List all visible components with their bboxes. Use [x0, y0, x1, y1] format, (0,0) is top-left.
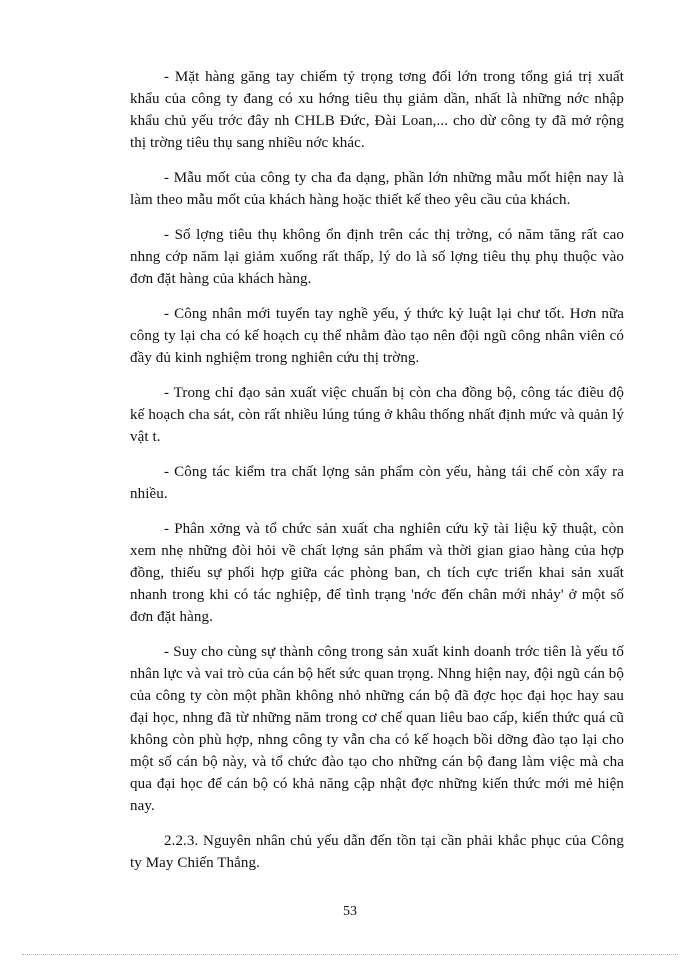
paragraph-quality-control: - Công tác kiểm tra chất lợng sản phẩm còn yếu, hàng tái chế còn xẩy ra nhiều.: [130, 464, 624, 502]
paragraph-product-styles: - Mẫu mốt của công ty cha đa dạng, phần lớn những mẫu mốt hiện nay là làm theo mẫu mốt của khách hàng hoặc thiết kế theo yêu cầu của khách.: [130, 170, 624, 208]
paragraph-sales-volume: - Số lợng tiêu thụ không ổn định trên các thị trờng, có năm tăng rất cao nhng cớp năm lại giảm xuống rất thấp, lý do là số lợng tiêu thụ phụ thuộc vào đơn đặt hàng của khách hàng.: [130, 227, 624, 287]
paragraph-new-workers: - Công nhân mới tuyển tay nghề yếu, ý thức kỷ luật lại chư tốt. Hơn nữa công ty lại cha có kế hoạch cụ thể nhằm đào tạo nên đội ngũ công nhân viên có đầy đủ kinh nghiệm trong nghiên cứu thị trờng.: [130, 306, 624, 366]
document-body: [130, 66, 624, 887]
paragraph-human-resources: - Suy cho cùng sự thành công trong sản xuất kinh doanh trớc tiên là yếu tố nhân lực và vai trò của cán bộ hết sức quan trọng. Nhng hiện nay, đội ngũ cán bộ của công ty còn một phần không nhỏ những cán bộ đã đợc học đại học hay sau đại học, nhng đã từ những năm trong cơ chế quan liêu bao cấp, kiến thức quá cũ không còn phù hợp, nhng công ty vẫn cha có kế hoạch bồi dỡng đào tạo lại cho một số cán bộ này, và tổ chức đào tạo cho những cán bộ đang làm việc mà cha qua đại học để cán bộ có khả năng cập nhật đợc những kiến thức mới mẻ hiện nay.: [130, 644, 624, 814]
paragraph-gloves-export: - Mặt hàng găng tay chiếm tỷ trọng tơng đối lớn trong tổng giá trị xuất khẩu của công ty đang có xu hớng tiêu thụ giảm dần, nhất là những nớc nhập khẩu chủ yếu trớc đây nh CHLB Đức, Đài Loan,... cho dừ công ty đã mở rộng thị trờng tiêu thụ sang nhiều nớc khác.: [130, 69, 624, 151]
paragraph-workshop-organization: - Phân xởng và tổ chức sản xuất cha nghiên cứu kỹ tài liệu kỹ thuật, còn xem nhẹ những đòi hỏi về chất lợng sản phẩm và thời gian giao hàng của hợp đồng, thiếu sự phối hợp giữa các phòng ban, ch tích cực triển khai sản xuất nhanh trong khi có tác nghiệp, để tình trạng 'nớc đến chân mới nhảy' ở một số đơn đặt hàng.: [130, 521, 624, 625]
paragraph-production-direction: - Trong chỉ đạo sản xuất việc chuẩn bị còn cha đồng bộ, công tác điều độ kế hoạch cha sát, còn rất nhiều lúng túng ở khâu thống nhất định mức và quản lý vật t.: [130, 385, 624, 445]
page-bottom-divider: [22, 954, 678, 955]
section-heading: 2.2.3. Nguyên nhân chủ yếu dẫn đến tồn tại cần phải khắc phục của Công ty May Chiến Thắng.: [130, 833, 624, 871]
page-number: 53: [343, 904, 357, 919]
